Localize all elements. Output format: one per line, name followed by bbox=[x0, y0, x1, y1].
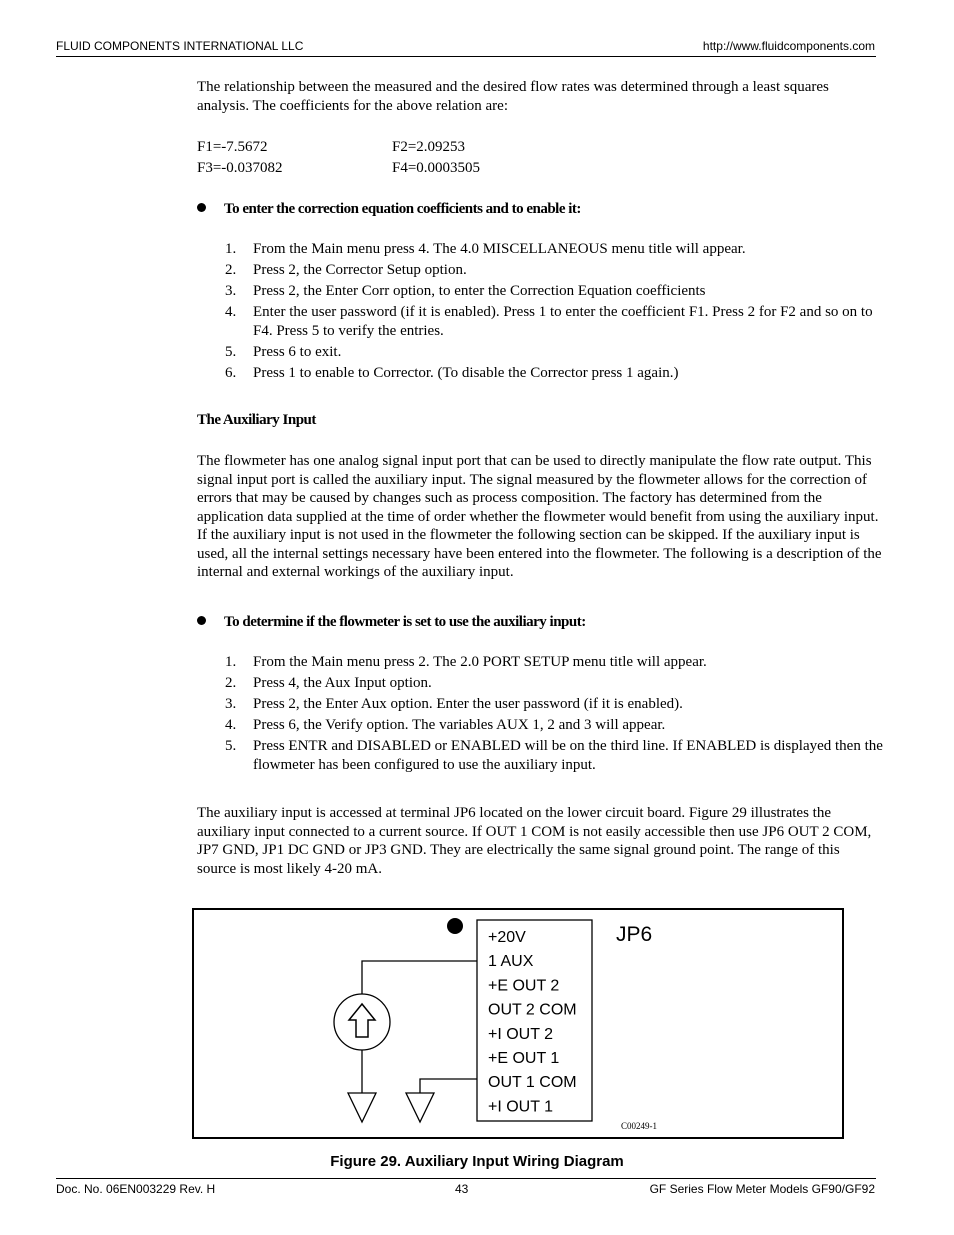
step-text: Press 2, the Enter Aux option. Enter the user password (if it is enabled). bbox=[253, 696, 683, 712]
aux-paragraph: The flowmeter has one analog signal input port that can be used to directly manipulate the flow rate output. This signal input port is called the auxiliary input. The signal measured by the flowmeter allows for the correction of errors that may be caused by changes such as process composition. The factory has determined from the application data supplied at the time of order whether the flowmeter would benefit from using the auxiliary input. If the auxiliary input is not used in the flowmeter the following section can be skipped. If the auxiliary input is used, all the internal settings necessary have been entered into the flowmeter. The following is a description of the internal and external workings of the auxiliary input. bbox=[197, 453, 882, 580]
pin1-marker-dot bbox=[447, 918, 463, 934]
intro-paragraph: The relationship between the measured and the desired flow rates was determined through a least squares analysis. The coefficients for the above relation are: bbox=[197, 79, 829, 114]
step-number: 2. bbox=[225, 675, 237, 691]
step-text: From the Main menu press 2. The 2.0 PORT SETUP menu title will appear. bbox=[253, 654, 707, 670]
ground-icon bbox=[406, 1093, 434, 1122]
step-item bbox=[197, 716, 887, 735]
footer-doc-number: Doc. No. 06EN003229 Rev. H bbox=[56, 1182, 216, 1196]
terminal-label: +20V bbox=[488, 929, 526, 946]
step-number: 1. bbox=[225, 654, 237, 670]
procedure1-steps bbox=[197, 240, 887, 385]
wiring-diagram bbox=[194, 910, 842, 1137]
wire-aux-input bbox=[362, 961, 477, 994]
step-item bbox=[197, 653, 887, 672]
coefficient-f4: F4=0.0003505 bbox=[392, 160, 481, 176]
wiring-diagram-frame bbox=[192, 908, 844, 1139]
procedure2-steps bbox=[197, 653, 887, 777]
current-source-icon bbox=[334, 994, 390, 1050]
wiring-paragraph: The auxiliary input is accessed at terminal JP6 located on the lower circuit board. Figure 29 illustrates the auxiliary input connected to a current source. If OUT 1 COM is not easily accessible then use JP6 OUT 2 COM, JP7 GND, JP1 DC GND or JP3 GND. They are electrically the same signal ground point. The range of this source is most likely 4-20 mA. bbox=[197, 805, 872, 877]
step-text: Enter the user password (if it is enabled). Press 1 to enter the coefficient F1. Press 2 for F2 and so on to F4. Press 5 to verify the entries. bbox=[253, 304, 873, 339]
step-number: 4. bbox=[225, 304, 237, 320]
step-item bbox=[197, 364, 887, 383]
drawing-id: C00249-1 bbox=[621, 1121, 657, 1131]
terminal-labels bbox=[488, 929, 577, 1115]
coefficient-f1: F1=-7.5672 bbox=[197, 139, 268, 155]
coefficient-f3: F3=-0.037082 bbox=[197, 160, 283, 176]
terminal-label: +E OUT 2 bbox=[488, 977, 560, 995]
ground-icon bbox=[348, 1093, 376, 1122]
terminal-label: OUT 2 COM bbox=[488, 1001, 577, 1019]
step-text: Press 6, the Verify option. The variables AUX 1, 2 and 3 will appear. bbox=[253, 717, 666, 733]
terminal-label: +E OUT 1 bbox=[488, 1050, 560, 1067]
terminal-label: +I OUT 2 bbox=[488, 1025, 554, 1043]
step-number: 5. bbox=[225, 343, 237, 360]
header-company: FLUID COMPONENTS INTERNATIONAL LLC bbox=[56, 39, 304, 53]
procedure2-heading: To determine if the flowmeter is set to use the auxiliary input: bbox=[197, 614, 586, 631]
figure-caption: Figure 29. Auxiliary Input Wiring Diagram bbox=[330, 1153, 624, 1170]
step-text: Press 2, the Enter Corr option, to enter the Correction Equation coefficients bbox=[253, 283, 706, 299]
step-number: 3. bbox=[225, 283, 237, 299]
step-item bbox=[197, 261, 887, 280]
terminal-label: +I OUT 1 bbox=[488, 1098, 554, 1116]
header-rule bbox=[56, 56, 876, 57]
step-text: Press ENTR and DISABLED or ENABLED will be on the third line. If ENABLED is displayed then the flowmeter has been configured to use the auxiliary input. bbox=[253, 738, 883, 773]
footer-models: GF Series Flow Meter Models GF90/GF92 bbox=[649, 1182, 875, 1196]
footer-page-number: 43 bbox=[455, 1182, 469, 1196]
step-text: From the Main menu press 4. The 4.0 MISCELLANEOUS menu title will appear. bbox=[253, 241, 746, 257]
step-item bbox=[197, 240, 887, 259]
procedure1-heading: To enter the correction equation coefficients and to enable it: bbox=[197, 201, 581, 218]
step-item bbox=[197, 695, 887, 714]
step-item bbox=[197, 674, 887, 693]
coefficient-f2: F2=2.09253 bbox=[392, 139, 466, 155]
step-item bbox=[197, 737, 887, 774]
aux-section-title: The Auxiliary Input bbox=[197, 412, 316, 428]
step-text: Press 1 to enable to Corrector. (To disable the Corrector press 1 again.) bbox=[253, 364, 679, 381]
step-number: 4. bbox=[225, 717, 237, 733]
procedure2-list bbox=[197, 653, 887, 774]
step-number: 1. bbox=[225, 241, 237, 257]
step-item bbox=[197, 303, 887, 340]
bullet-icon bbox=[197, 203, 206, 212]
step-text: Press 4, the Aux Input option. bbox=[253, 675, 432, 691]
procedure1-list bbox=[197, 240, 887, 382]
bullet-icon bbox=[197, 616, 206, 625]
step-item bbox=[197, 343, 887, 362]
terminal-label: 1 AUX bbox=[488, 953, 534, 971]
header-url[interactable]: http://www.fluidcomponents.com bbox=[702, 39, 875, 53]
step-text: Press 2, the Corrector Setup option. bbox=[253, 262, 467, 278]
step-number: 5. bbox=[225, 738, 237, 754]
terminal-label: OUT 1 COM bbox=[488, 1074, 577, 1092]
jp6-label: JP6 bbox=[616, 923, 653, 946]
wire-out1-com bbox=[420, 1079, 477, 1093]
step-text: Press 6 to exit. bbox=[253, 343, 342, 360]
step-item bbox=[197, 282, 887, 301]
footer-rule bbox=[56, 1178, 876, 1179]
step-number: 3. bbox=[225, 696, 237, 712]
step-number: 6. bbox=[225, 364, 237, 381]
step-number: 2. bbox=[225, 262, 237, 278]
